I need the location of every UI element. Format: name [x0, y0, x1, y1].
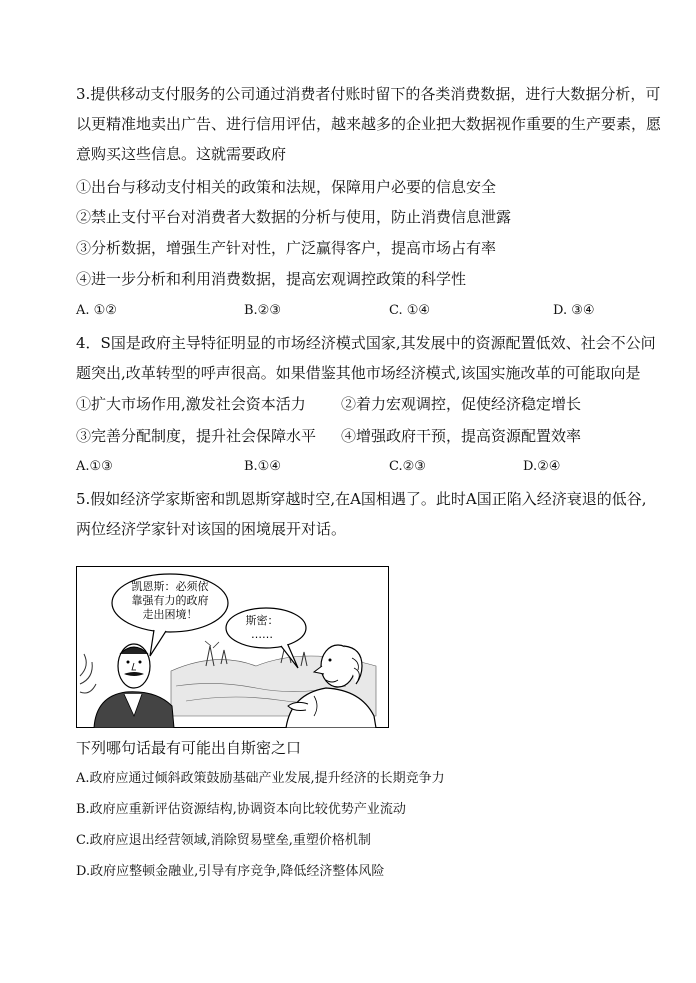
q3-statement-3: ③分析数据，增强生产针对性，广泛赢得客户，提高市场占有率 — [76, 239, 497, 257]
q5-option-a: A.政府应通过倾斜政策鼓励基础产业发展,提升经济的长期竞争力 — [76, 771, 445, 786]
q5-option-b: B.政府应重新评估资源结构,协调资本向比较优势产业流动 — [76, 802, 406, 817]
q4-stem-line-1: 4．S国是政府主导特征明显的市场经济模式国家,其发展中的资源配置低效、社会不公问 — [76, 334, 656, 352]
q3-stem-line-3: 意购买这些信息。这就需要政府 — [76, 145, 287, 163]
q5-question: 下列哪句话最有可能出自斯密之口 — [76, 739, 302, 757]
keynes-line-2: 靠强有力的政府 — [131, 594, 209, 607]
q5-stem-line-1: 5.假如经济学家斯密和凯恩斯穿越时空,在A国相遇了。此时A国正陷入经济衰退的低谷, — [76, 490, 647, 508]
q4-option-c: C.②③ — [389, 459, 426, 474]
q4-option-d: D.②④ — [523, 459, 561, 474]
cartoon-illustration — [76, 566, 389, 728]
q5-stem-line-2: 两位经济学家针对该国的困境展开对话。 — [76, 520, 347, 538]
q3-option-b: B.②③ — [244, 303, 281, 318]
q3-statement-4: ④进一步分析和利用消费数据，提高宏观调控政策的科学性 — [76, 270, 467, 288]
keynes-line-1: 凯恩斯：必须依 — [131, 580, 209, 593]
q4-option-a: A.①③ — [76, 459, 113, 474]
q4-stem-line-2: 题突出,改革转型的呼声很高。如果借鉴其他市场经济模式,该国实施改革的可能取向是 — [76, 364, 641, 382]
q4-statement-3: ③完善分配制度，提升社会保障水平 — [76, 427, 317, 445]
q4-statement-4: ④增强政府干预，提高资源配置效率 — [341, 427, 582, 445]
q3-option-a: A. ①② — [76, 303, 117, 318]
q3-stem-line-1: 3.提供移动支付服务的公司通过消费者付账时留下的各类消费数据，进行大数据分析，可 — [76, 85, 661, 103]
keynes-line-3: 走出困境！ — [142, 608, 198, 621]
q3-statement-2: ②禁止支付平台对消费者大数据的分析与使用，防止消费信息泄露 — [76, 208, 512, 226]
q5-option-d: D.政府应整顿金融业,引导有序竞争,降低经济整体风险 — [76, 864, 385, 879]
q3-statement-1: ①出台与移动支付相关的政策和法规，保障用户必要的信息安全 — [76, 178, 497, 196]
q3-option-c: C. ①④ — [389, 303, 431, 318]
q3-option-d: D. ③④ — [553, 303, 595, 318]
q4-statement-2: ②着力宏观调控，促使经济稳定增长 — [341, 395, 582, 413]
q4-option-b: B.①④ — [244, 459, 281, 474]
q4-statement-1: ①扩大市场作用,激发社会资本活力 — [76, 395, 306, 413]
smith-line-1: 斯密： — [245, 614, 279, 627]
q5-option-c: C.政府应退出经营领域,消除贸易壁垒,重塑价格机制 — [76, 833, 371, 848]
smith-line-2: …… — [251, 628, 273, 641]
q3-stem-line-2: 以更精准地卖出广告、进行信用评估，越来越多的企业把大数据视作重要的生产要素，愿 — [76, 115, 662, 133]
